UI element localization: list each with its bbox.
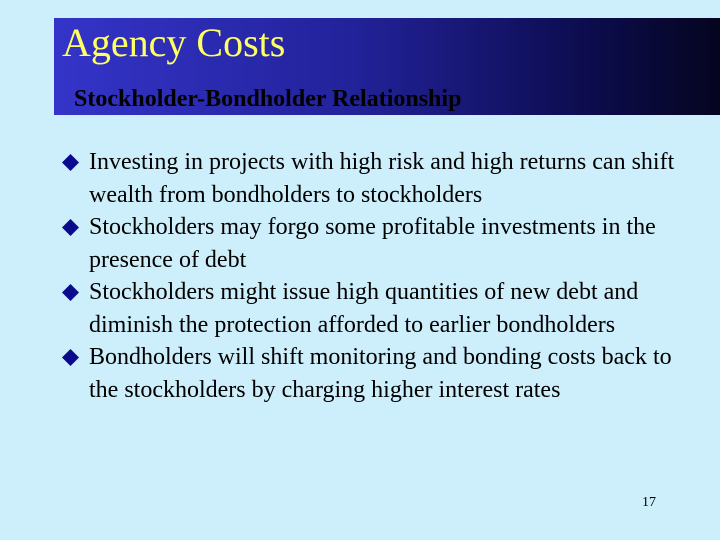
- bullet-text: Investing in projects with high risk and high returns can shift wealth from bondholders to stockholders: [89, 149, 675, 208]
- bullet-item: [62, 211, 682, 276]
- diamond-bullet-icon: [62, 219, 79, 236]
- diamond-bullet-icon: [62, 154, 79, 171]
- page-number: 17: [642, 495, 656, 510]
- slide-subtitle: Stockholder-Bondholder Relationship: [74, 86, 462, 112]
- bullet-item: [62, 276, 682, 341]
- diamond-bullet-icon: [62, 284, 79, 301]
- diamond-bullet-icon: [62, 349, 79, 366]
- slide-title: Agency Costs: [62, 20, 286, 65]
- bullet-text: Stockholders may forgo some profitable investments in the presence of debt: [89, 214, 656, 273]
- bullet-item: [62, 146, 682, 211]
- bullet-text: Bondholders will shift monitoring and bonding costs back to the stockholders by charging higher interest rates: [89, 344, 672, 403]
- bullet-item: [62, 341, 682, 406]
- bullet-text: Stockholders might issue high quantities of new debt and diminish the protection afforded to earlier bondholders: [89, 279, 639, 338]
- bullet-list: [62, 146, 682, 406]
